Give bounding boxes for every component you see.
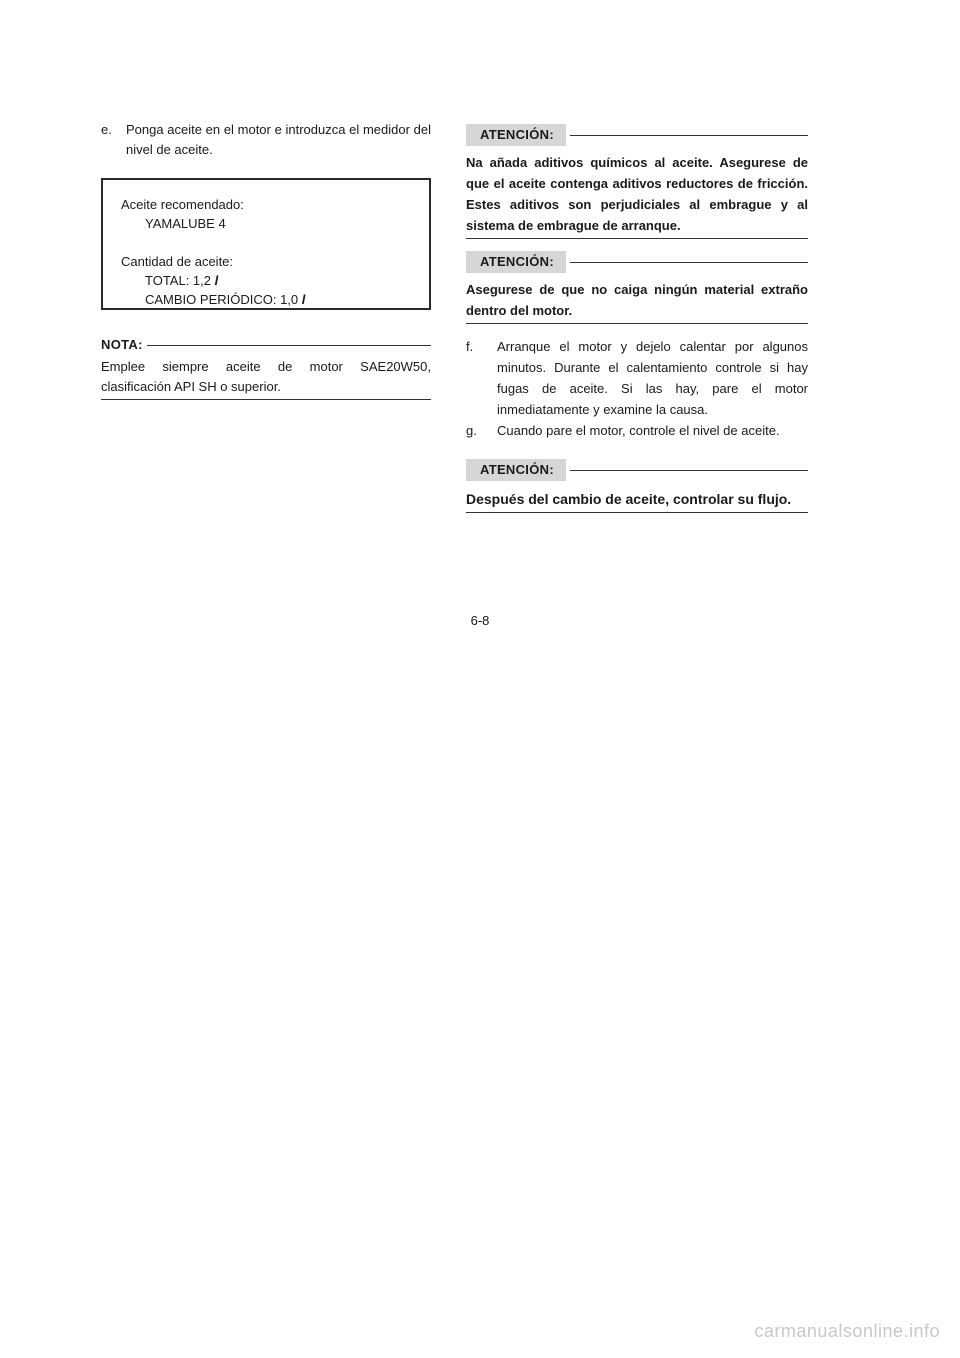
caution-header bbox=[466, 124, 808, 146]
note-label: NOTA: bbox=[101, 337, 143, 352]
caution-text: Asegurese de que no caiga ningún material extraño dentro del motor. bbox=[466, 282, 808, 318]
litre-unit: l bbox=[214, 273, 219, 288]
step-text: Arranque el motor y dejelo calentar por algunos minutos. Durante el calentamiento controle si hay fugas de aceite. Si las hay, pare el motor inmediatamente y examine la causa. bbox=[497, 339, 808, 417]
caution-rule bbox=[570, 262, 808, 263]
caution-label: ATENCIÓN: bbox=[466, 459, 566, 481]
note-block bbox=[101, 335, 431, 400]
caution-block-3 bbox=[466, 459, 808, 513]
caution-label: ATENCIÓN: bbox=[466, 251, 566, 273]
step-e bbox=[101, 120, 431, 160]
recommended-oil-value: YAMALUBE 4 bbox=[145, 216, 226, 231]
caution-end-rule bbox=[466, 238, 808, 239]
watermark: carmanualsonline.info bbox=[754, 1321, 940, 1341]
oil-quantity-label: Cantidad de aceite: bbox=[121, 254, 234, 269]
litre-unit: l bbox=[301, 292, 306, 307]
oil-periodic-value: CAMBIO PERIÓDICO: 1,0 bbox=[145, 292, 299, 307]
caution-header bbox=[466, 251, 808, 273]
caution-header bbox=[466, 459, 808, 481]
step-label: f. bbox=[466, 339, 474, 354]
caution-label: ATENCIÓN: bbox=[466, 124, 566, 146]
oil-spec-box bbox=[101, 178, 431, 310]
page-number: 6-8 bbox=[470, 613, 490, 628]
caution-end-rule bbox=[466, 512, 808, 513]
caution-block-2 bbox=[466, 251, 808, 324]
step-label: g. bbox=[466, 423, 477, 438]
oil-periodic-row bbox=[121, 290, 411, 309]
caution-rule bbox=[570, 470, 808, 471]
oil-total-row bbox=[121, 271, 411, 290]
left-column bbox=[101, 120, 431, 400]
caution-end-rule bbox=[466, 323, 808, 324]
caution-rule bbox=[570, 135, 808, 136]
right-column bbox=[466, 124, 808, 525]
note-rule bbox=[147, 345, 431, 346]
note-header bbox=[101, 335, 431, 355]
step-g bbox=[466, 420, 808, 441]
note-text: Emplee siempre aceite de motor SAE20W50, clasificación API SH o superior. bbox=[101, 359, 431, 394]
note-end-rule bbox=[101, 399, 431, 400]
steps-list bbox=[466, 336, 808, 441]
caution-text: Na añada aditivos químicos al aceite. Asegurese de que el aceite contenga aditivos reductores de fricción. Estes aditivos son perjudiciales al embrague y al sistema de embrague de arranque. bbox=[466, 155, 808, 233]
step-text: Ponga aceite en el motor e introduzca el medidor del nivel de aceite. bbox=[126, 122, 431, 157]
caution-block-1 bbox=[466, 124, 808, 239]
step-text: Cuando pare el motor, controle el nivel de aceite. bbox=[497, 423, 780, 438]
caution-text: Después del cambio de aceite, controlar su flujo. bbox=[466, 491, 792, 507]
oil-total-value: TOTAL: 1,2 bbox=[145, 273, 211, 288]
step-label: e. bbox=[101, 122, 112, 137]
step-f bbox=[466, 336, 808, 420]
recommended-oil-label: Aceite recomendado: bbox=[121, 197, 244, 212]
